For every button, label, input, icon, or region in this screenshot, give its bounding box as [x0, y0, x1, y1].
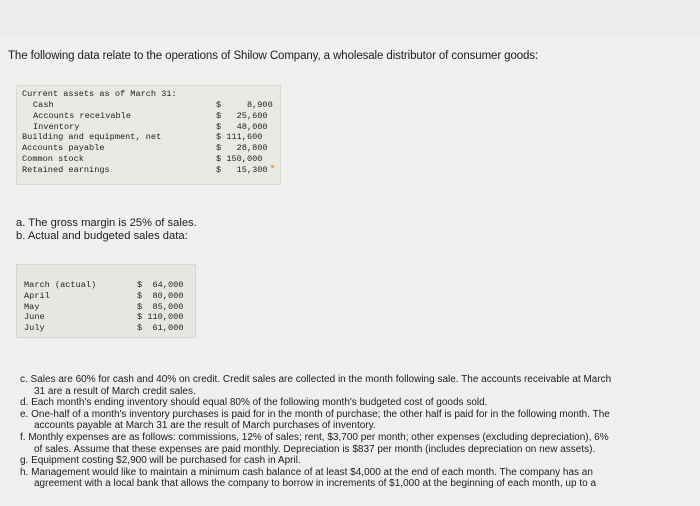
note-g-line-1: g. Equipment costing $2,900 will be purchased for cash in April.	[20, 455, 301, 467]
note-c-line-1: c. Sales are 60% for cash and 40% on credit. Credit sales are collected in the month following sale. The accounts receivable at March	[20, 374, 612, 385]
asset-value-building-equipment: $ 111,600	[216, 132, 263, 143]
asset-label-common-stock: Common stock	[22, 153, 84, 164]
asset-label-inventory: Inventory	[33, 121, 80, 132]
sales-month: March (actual)	[24, 280, 97, 290]
note-d	[20, 397, 696, 409]
sales-month: May	[24, 301, 40, 312]
sales-values	[137, 280, 183, 334]
note-e-line-2: accounts payable at March 31 are the result of March purchases of inventory.	[34, 420, 376, 432]
note-c	[20, 374, 696, 397]
sales-month: July	[24, 323, 45, 334]
sales-value: $ 80,000	[137, 290, 184, 301]
top-bar	[0, 0, 700, 36]
note-d-line-1: d. Each month's ending inventory should equal 80% of the following month's budgeted cost of goods sold.	[20, 397, 488, 409]
asset-value-cash: $ 8,900	[216, 100, 273, 110]
sales-month: June	[24, 312, 45, 323]
asset-value-accounts-receivable: $ 25,600	[216, 110, 268, 121]
note-f-line-2: of sales. Assume that these expenses are paid monthly. Depreciation is $837 per month (includes depreciation on new assets).	[34, 443, 596, 455]
notes-list	[20, 374, 696, 490]
asset-value-retained-earnings: $ 15,300	[216, 164, 268, 175]
note-h-line-2: agreement with a local bank that allows the company to borrow in increments of $1,000 at the beginning of each month, up to a	[34, 478, 597, 490]
criteria-b: b. Actual and budgeted sales data:	[16, 230, 188, 242]
sales-value: $ 85,000	[137, 301, 184, 312]
asset-label-building-equipment: Building and equipment, net	[22, 132, 162, 143]
sales-data-table	[16, 264, 196, 338]
criteria-list	[16, 217, 197, 243]
asset-label-accounts-payable: Accounts payable	[22, 143, 105, 154]
pen-mark	[271, 165, 274, 168]
current-assets-table	[16, 85, 281, 185]
current-assets-heading: Current assets as of March 31:	[22, 89, 177, 99]
asset-value-common-stock: $ 150,000	[216, 153, 263, 164]
note-f	[20, 432, 696, 455]
sales-value: $ 110,000	[137, 312, 184, 323]
asset-label-retained-earnings: Retained earnings	[22, 164, 110, 175]
note-e-line-1: e. One-half of a month's inventory purchases is paid for in the month of purchase; the other half is paid for in the following month. The	[20, 408, 610, 420]
sales-value: $ 61,000	[137, 323, 184, 334]
sales-value: $ 64,000	[137, 280, 184, 290]
asset-value-accounts-payable: $ 28,800	[216, 143, 268, 154]
sales-months	[24, 280, 96, 334]
note-c-line-2: 31 are a result of March credit sales.	[34, 385, 196, 397]
note-f-line-1: f. Monthly expenses are as follows: commissions, 12% of sales; rent, $3,700 per month; other expenses (excluding depreciation), 6%	[20, 431, 609, 443]
current-assets-values	[216, 100, 273, 176]
criteria-a: a. The gross margin is 25% of sales.	[16, 217, 197, 229]
note-h-line-1: h. Management would like to maintain a minimum cash balance of at least $4,000 at the end of each month. The company has an	[20, 466, 593, 478]
current-assets-labels	[22, 100, 161, 176]
intro-text: The following data relate to the operations of Shilow Company, a wholesale distributor of consumer goods:	[8, 50, 539, 62]
asset-value-inventory: $ 48,000	[216, 121, 268, 132]
note-g	[20, 455, 696, 467]
note-e	[20, 409, 696, 432]
asset-label-cash: Cash	[33, 100, 54, 110]
sales-month: April	[24, 290, 50, 301]
asset-label-accounts-receivable: Accounts receivable	[33, 110, 131, 121]
note-h	[20, 467, 696, 490]
